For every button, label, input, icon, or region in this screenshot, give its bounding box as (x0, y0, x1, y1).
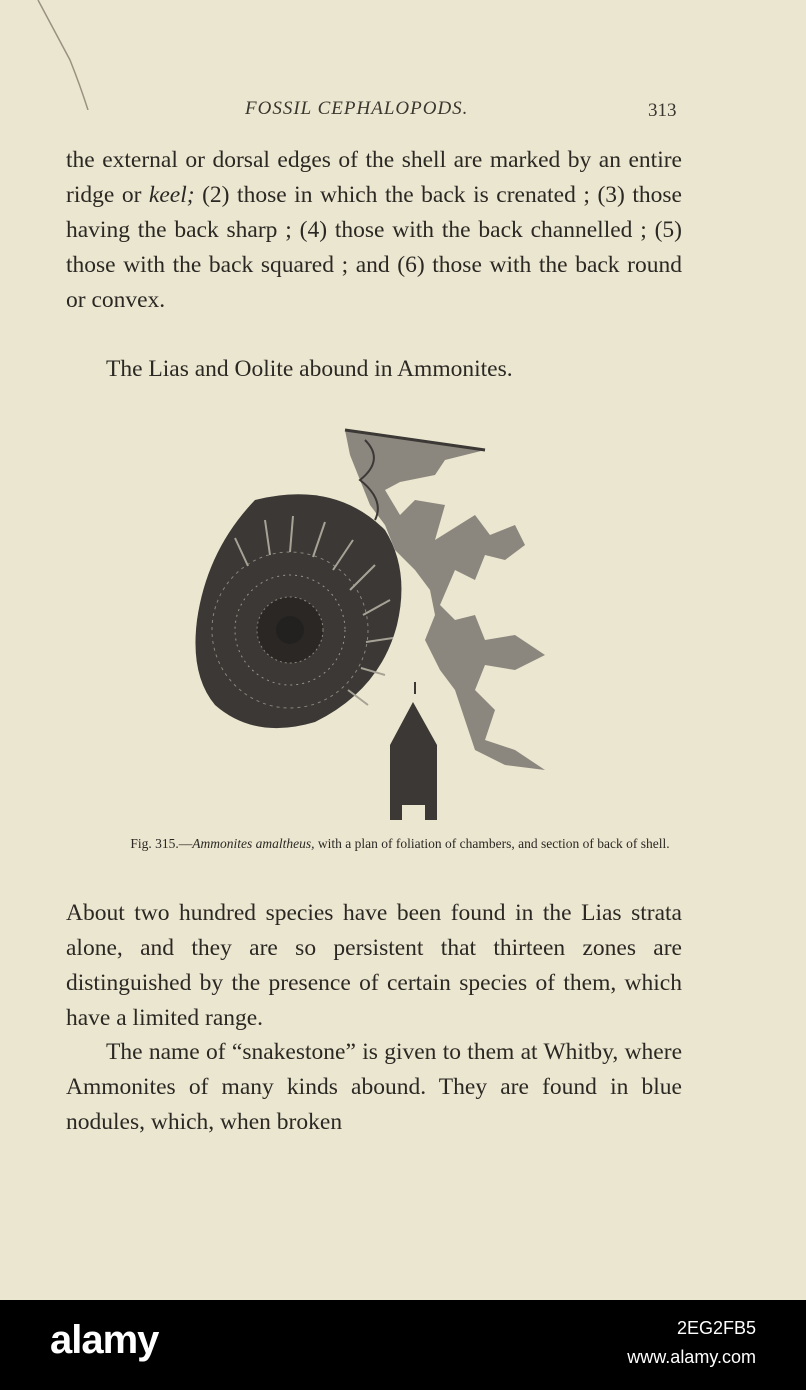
paragraph-2: The Lias and Oolite abound in Ammonites. (106, 356, 513, 382)
keel-term: keel; (148, 182, 195, 208)
paragraph-4: The name of “snakestone” is given to them at Whitby, where Ammonites of many kinds abound. They are found in blue nodules, which, when broken (66, 1039, 682, 1135)
figure-label: Fig. 315.— (130, 836, 193, 851)
watermark-brand-logo: alamy (50, 1318, 159, 1362)
figure-species: Ammonites amaltheus, (192, 836, 315, 851)
paragraph-1: the external or dorsal edges of the shell are marked by an entire ridge or keel; (2) those in which the back is crenated ; (3) those having the back sharp ; (4) those with the back channelled ; (5) those with the back squared ; and (6) those with the back round or convex. (66, 147, 682, 313)
running-title: FOSSIL CEPHALOPODS. (245, 98, 469, 119)
paragraph-3: About two hundred species have been found in the Lias strata alone, and they are so persistent that thirteen zones are distinguished by the presence of certain species of them, which have a limited range. (66, 900, 682, 1031)
page-number: 313 (648, 100, 677, 121)
page-crease-mark (30, 0, 90, 110)
ammonite-illustration (185, 420, 565, 830)
shell-back-section (390, 682, 437, 820)
figure-caption (60, 836, 740, 852)
ammonite-shell (195, 494, 401, 728)
figure-description: with a plan of foliation of chambers, and section of back of shell. (314, 836, 670, 851)
running-head (0, 98, 806, 128)
watermark-image-id: 2EG2FB5 (676, 1318, 756, 1338)
watermark-url: www.alamy.com (627, 1347, 756, 1367)
